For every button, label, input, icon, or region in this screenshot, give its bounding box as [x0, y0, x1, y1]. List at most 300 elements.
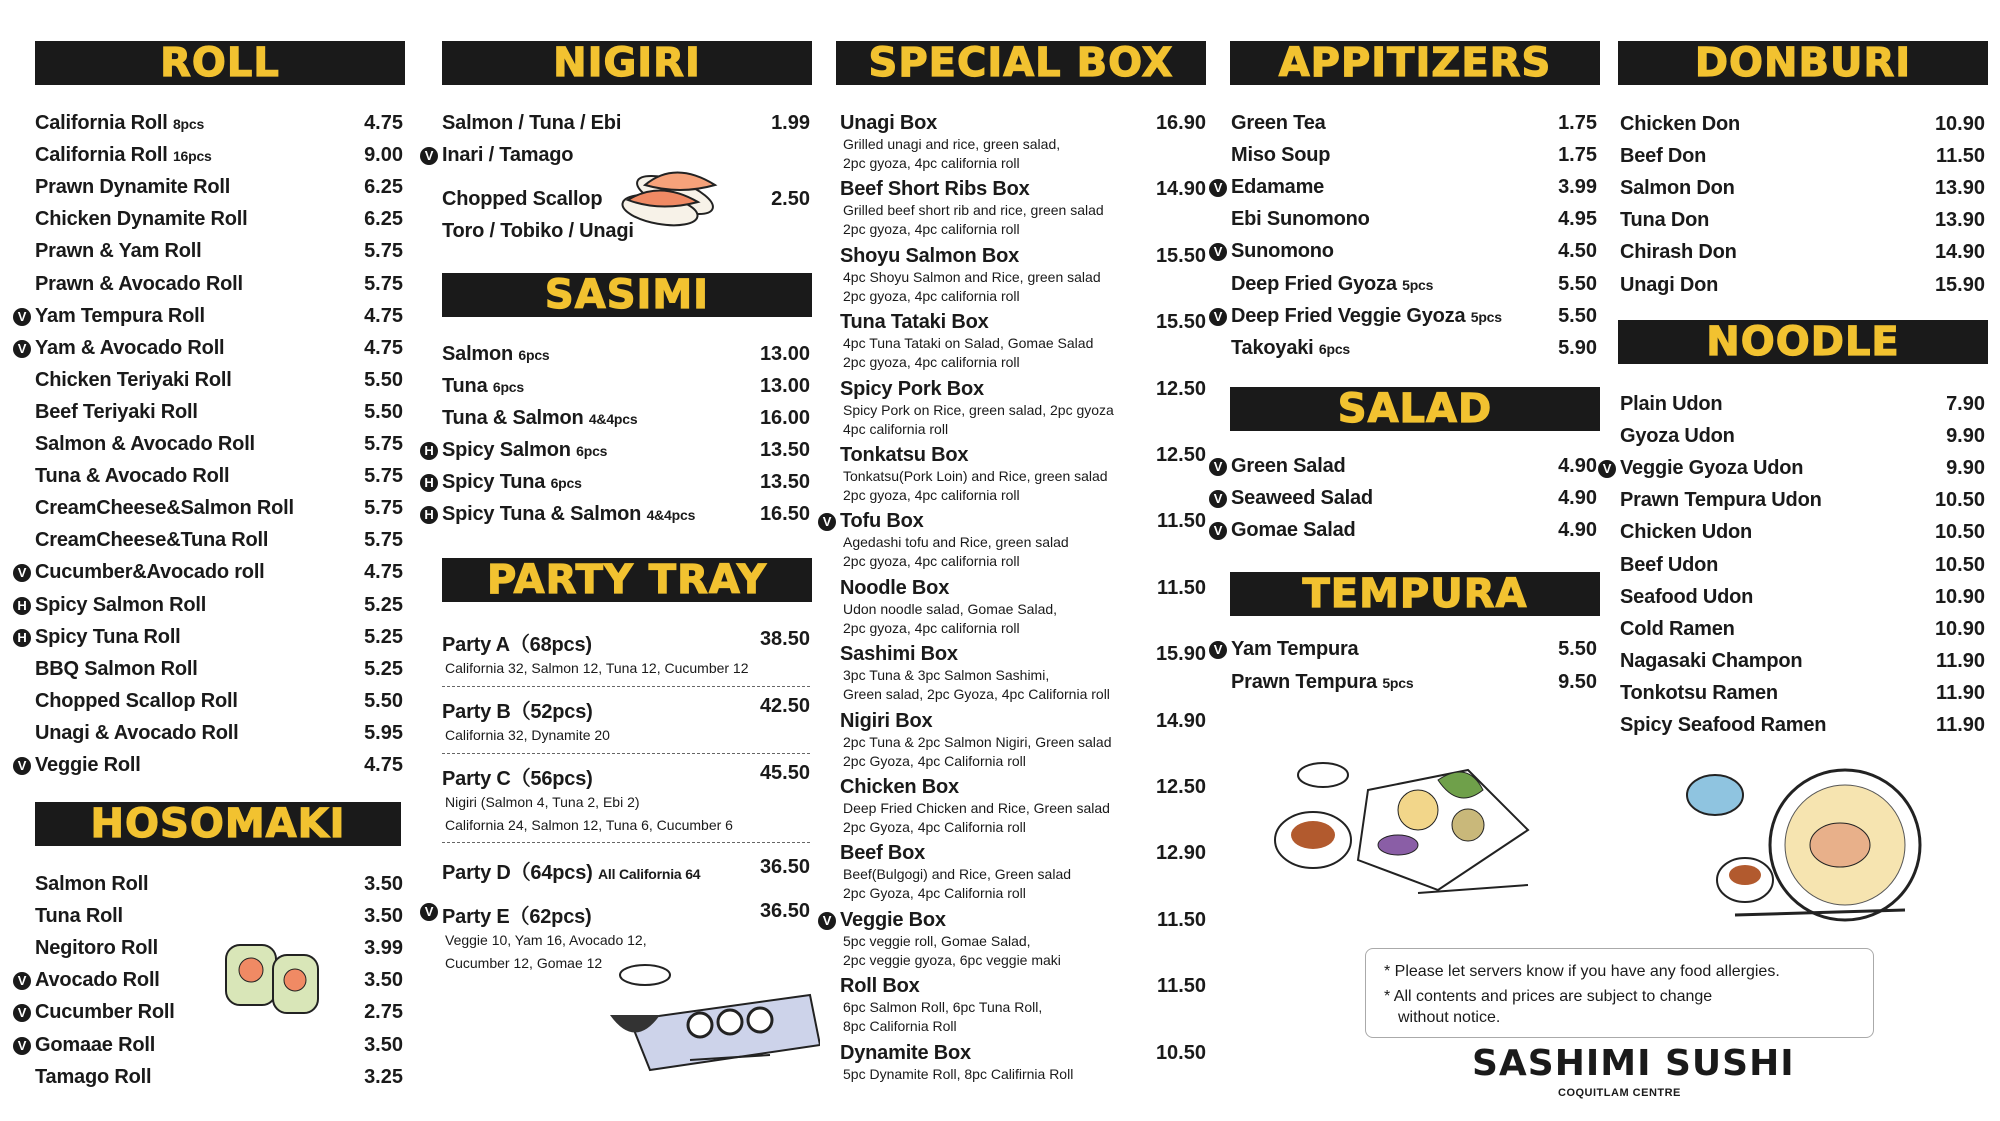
vegetarian-icon: V: [818, 912, 836, 930]
item-name-text: Roll Box: [840, 975, 920, 998]
special-box-item: [840, 378, 1206, 439]
spicy-icon: H: [420, 474, 438, 492]
item-price: 6.25: [364, 176, 403, 199]
item-name-text: Yam & Avocado Roll: [35, 336, 225, 359]
item-pcs: 4&4pcs: [646, 507, 696, 523]
item-name: [840, 378, 1206, 401]
item-name-text: Prawn & Avocado Roll: [35, 272, 243, 295]
item-name-text: Spicy Tuna: [442, 471, 546, 493]
item-price: 15.50: [1155, 244, 1206, 267]
item-name: [840, 1042, 1206, 1065]
item-price: 4.90: [1558, 487, 1597, 509]
menu-item: [17, 336, 403, 367]
menu-item: [35, 497, 403, 527]
item-price: 4.75: [364, 304, 403, 327]
item-description: Green salad, 2pc Gyoza, 4pc California roll: [843, 686, 1110, 703]
item-name: [35, 465, 229, 488]
item-pcs: 8pcs: [172, 116, 205, 132]
item-name: [17, 336, 225, 360]
item-pcs: 4&4pcs: [588, 411, 638, 427]
item-description: 3pc Tuna & 3pc Salmon Sashimi,: [843, 667, 1050, 684]
item-name: [840, 842, 1206, 865]
item-price: 13.90: [1934, 209, 1985, 232]
menu-item: [1213, 487, 1597, 517]
item-name-text: Sashimi Box: [840, 643, 958, 666]
item-name-text: Gomae Salad: [1231, 519, 1356, 541]
item-name-text: Unagi Don: [1620, 273, 1719, 296]
menu-item: [35, 240, 403, 270]
item-price: 7.90: [1946, 393, 1985, 415]
item-name-text: Tofu Box: [840, 510, 924, 533]
vegetarian-icon: V: [13, 564, 31, 582]
item-name-text: Party A（68pcs): [442, 634, 592, 656]
item-price: 11.50: [1157, 908, 1206, 931]
item-pcs: 6pcs: [492, 379, 524, 395]
item-name: [424, 503, 696, 526]
item-name: [1620, 145, 1706, 168]
special-box-item: [840, 842, 1206, 903]
vegetarian-icon: V: [13, 340, 31, 358]
item-name-text: Tonkatsu Box: [840, 444, 969, 466]
item-pcs: 6pcs: [550, 475, 582, 491]
vegetarian-icon: V: [1209, 641, 1227, 659]
vegetarian-icon: V: [1209, 243, 1227, 261]
item-name-text: Tuna: [442, 375, 488, 397]
menu-item: [35, 176, 403, 206]
menu-item: [424, 439, 810, 469]
item-price: 13.90: [1934, 177, 1985, 200]
item-name-text: Dynamite Box: [840, 1041, 971, 1064]
item-name-text: Party B（52pcs): [442, 701, 593, 723]
item-price: 5.90: [1558, 336, 1597, 359]
vegetarian-icon: V: [13, 972, 31, 990]
item-name-text: Chicken Don: [1620, 113, 1741, 135]
vegetarian-icon: V: [1209, 490, 1227, 508]
donburi-header: DONBURI: [1618, 41, 1988, 85]
menu-item: [1620, 714, 1985, 744]
item-price: 9.90: [1946, 457, 1985, 480]
item-price: 10.50: [1155, 1041, 1206, 1064]
item-description: 8pc California Roll: [843, 1018, 957, 1035]
item-name-text: Tuna Don: [1620, 209, 1710, 232]
item-price: 14.90: [1155, 709, 1206, 732]
vegetarian-icon: V: [13, 308, 31, 326]
item-name: [17, 625, 181, 649]
item-name-text: Tuna & Salmon: [442, 407, 584, 429]
menu-item: [17, 754, 403, 784]
item-price: 12.50: [1155, 776, 1206, 798]
item-description: Nigiri (Salmon 4, Tuna 2, Ebi 2): [445, 794, 640, 810]
item-price: 11.50: [1157, 576, 1206, 599]
party-tray-item: [442, 762, 810, 837]
nigiri-header: NIGIRI: [442, 41, 812, 85]
item-name-text: Green Tea: [1231, 112, 1326, 134]
menu-item: [35, 690, 403, 720]
special-box-item: [840, 975, 1206, 1036]
item-name: [17, 561, 265, 584]
item-description: 2pc Gyoza, 4pc California roll: [843, 885, 1026, 902]
item-name-text: Tuna Tataki Box: [840, 311, 989, 334]
menu-item: [35, 722, 403, 752]
item-name-text: Beef Udon: [1620, 553, 1719, 576]
item-name: [35, 658, 198, 681]
item-name: [1620, 554, 1718, 577]
item-name: [1213, 240, 1334, 263]
item-description: 2pc gyoza, 4pc california roll: [843, 619, 1020, 636]
vegetarian-icon: V: [1209, 522, 1227, 540]
item-name: [35, 497, 294, 520]
item-price: 11.90: [1936, 681, 1985, 704]
item-name: [35, 401, 198, 424]
item-name: [1602, 457, 1804, 480]
item-name: [1213, 487, 1373, 510]
item-name-text: Beef Short Ribs Box: [840, 178, 1030, 201]
item-name: [840, 710, 1206, 733]
menu-item: [35, 208, 403, 238]
special-box-item: [840, 245, 1206, 306]
menu-item: [35, 433, 403, 463]
item-name-text: Chicken Box: [840, 776, 959, 798]
item-name-text: Prawn Tempura Udon: [1620, 489, 1822, 512]
menu-item: [35, 273, 403, 303]
item-name-text: Tuna & Avocado Roll: [35, 465, 230, 488]
item-name: [840, 643, 1206, 666]
item-name-text: Seafood Udon: [1620, 585, 1754, 608]
menu-item: [35, 112, 403, 142]
item-pcs: 6pcs: [1318, 340, 1351, 357]
item-description: Veggie 10, Yam 16, Avocado 12,: [445, 932, 647, 948]
item-name: [1620, 425, 1735, 448]
item-name: [35, 176, 230, 199]
item-name-text: Cucumber Roll: [35, 1001, 175, 1024]
item-name-text: Spicy Seafood Ramen: [1620, 714, 1827, 736]
item-name-text: Chopped Scallop: [442, 188, 603, 210]
item-price: 5.25: [364, 593, 403, 616]
item-name: [1231, 273, 1433, 296]
item-price: 10.50: [1934, 521, 1985, 544]
menu-item: [1231, 208, 1597, 238]
menu-item: [1620, 425, 1985, 455]
item-name-text: Salmon Don: [1620, 177, 1735, 200]
item-price: 13.50: [759, 471, 810, 493]
item-price: 5.75: [364, 497, 403, 520]
item-description: 2pc gyoza, 4pc california roll: [843, 354, 1020, 371]
item-name-text: California Roll: [35, 112, 168, 134]
item-name: [17, 969, 160, 992]
item-price: 4.75: [364, 754, 403, 776]
allergy-note: * Please let servers know if you have any food allergies.: [1384, 963, 1780, 980]
item-price: 4.90: [1558, 455, 1597, 477]
item-name: [1213, 519, 1356, 542]
item-name-text: Yam Tempura Roll: [35, 304, 205, 327]
special-box-header: SPECIAL BOX: [836, 41, 1206, 85]
vegetarian-icon: V: [818, 513, 836, 531]
item-name-text: Noodle Box: [840, 576, 950, 599]
item-price: 5.50: [1558, 304, 1597, 327]
special-box-item: [822, 908, 1206, 970]
item-name-text: Veggie Gyoza Udon: [1620, 457, 1804, 480]
menu-item: [1213, 304, 1597, 335]
item-name: [840, 577, 1206, 600]
item-price: 5.75: [364, 240, 403, 263]
menu-item: [35, 401, 403, 431]
party-tray-item: [442, 695, 810, 747]
item-name-text: Spicy Salmon Roll: [35, 593, 207, 616]
item-price: 10.50: [1934, 489, 1985, 512]
nigiri-illustration: [620, 140, 730, 240]
menu-item: [35, 529, 403, 559]
item-price: 5.50: [1558, 638, 1597, 660]
brand-name: SASHIMI SUSHI: [1472, 1043, 1795, 1084]
item-price: 16.90: [1155, 112, 1206, 134]
item-description: 5pc Dynamite Roll, 8pc Califirnia Roll: [843, 1065, 1074, 1082]
item-price: 3.50: [364, 1033, 403, 1056]
vegetarian-icon: V: [420, 903, 438, 921]
item-name-text: Plain Udon: [1620, 393, 1723, 415]
menu-item: [1620, 241, 1985, 271]
party-tray-item: [442, 628, 810, 680]
item-name-text: Chopped Scallop Roll: [35, 689, 238, 712]
item-name: [1620, 177, 1735, 200]
vegetarian-icon: V: [1209, 458, 1227, 476]
item-name-text: Beef Teriyaki Roll: [35, 400, 198, 423]
item-name: [822, 510, 1206, 533]
party-tray-item: [442, 856, 810, 885]
item-name-text: California Roll: [35, 144, 168, 167]
item-name-text: Nigiri Box: [840, 709, 933, 732]
item-price: 5.95: [364, 721, 403, 744]
item-name: [35, 873, 148, 896]
item-description: California 24, Salmon 12, Tuna 6, Cucumber 6: [445, 817, 733, 833]
item-description: Cucumber 12, Gomae 12: [445, 955, 603, 971]
vegetarian-icon: V: [1209, 179, 1227, 197]
menu-item: [35, 465, 403, 495]
notes-box: [1365, 948, 1874, 1038]
item-name-text: Chicken Udon: [1620, 521, 1753, 544]
item-price: 9.50: [1558, 671, 1597, 693]
special-box-item: [840, 710, 1206, 771]
item-pcs: 16pcs: [172, 148, 212, 165]
item-name-text: Chicken Dynamite Roll: [35, 208, 248, 231]
item-name-text: Spicy Tuna Roll: [35, 625, 181, 648]
item-description: Udon noodle salad, Gomae Salad,: [843, 600, 1058, 617]
menu-item: [442, 112, 810, 142]
item-name-text: Tonkotsu Ramen: [1620, 681, 1778, 704]
menu-item: [1620, 554, 1985, 584]
item-description: 2pc Gyoza, 4pc California roll: [843, 752, 1026, 769]
item-price: 14.90: [1934, 241, 1985, 264]
item-price: 9.00: [364, 144, 403, 167]
special-box-item: [840, 444, 1206, 505]
vegetarian-icon: V: [13, 757, 31, 775]
item-price: 5.75: [364, 465, 403, 488]
item-name-text: Seaweed Salad: [1231, 487, 1373, 509]
item-name-text: Prawn Dynamite Roll: [35, 176, 231, 199]
menu-item: [1231, 273, 1597, 303]
vegetarian-icon: V: [13, 1037, 31, 1055]
item-description: Spicy Pork on Rice, green salad, 2pc gyoza: [843, 401, 1114, 418]
item-name-text: Beef Don: [1620, 145, 1707, 168]
item-price: 5.50: [364, 689, 403, 712]
item-name-text: Unagi Box: [840, 112, 938, 134]
spicy-icon: H: [13, 629, 31, 647]
item-price: 3.25: [364, 1065, 403, 1088]
item-name: [35, 369, 232, 392]
item-name-text: Spicy Tuna & Salmon: [442, 503, 642, 525]
item-name: [442, 762, 810, 791]
item-description: 6pc Salmon Roll, 6pc Tuna Roll,: [843, 999, 1043, 1016]
item-name: [1620, 682, 1778, 705]
menu-item: [17, 561, 403, 591]
item-price: 5.50: [1558, 272, 1597, 295]
item-name: [1231, 112, 1326, 135]
item-name: [840, 975, 1206, 998]
menu-item: [17, 1033, 403, 1064]
item-pcs: 5pcs: [1470, 308, 1502, 325]
item-name-text: Avocado Roll: [35, 969, 160, 992]
item-name: [1620, 521, 1752, 544]
item-description: Beef(Bulgogi) and Rice, Green salad: [843, 866, 1072, 883]
vegetarian-icon: V: [13, 1004, 31, 1022]
tempura-illustration: [1268, 730, 1558, 900]
menu-item: [1231, 337, 1597, 367]
item-name: [442, 628, 810, 657]
item-price: 5.75: [364, 272, 403, 295]
item-name: [442, 375, 524, 398]
item-price: 3.50: [364, 905, 403, 928]
item-name-text: Veggie Roll: [35, 754, 141, 776]
item-name: [840, 311, 1206, 334]
item-name-text: Chicken Teriyaki Roll: [35, 368, 232, 391]
special-box-item: [840, 311, 1206, 372]
item-name-text: Sunomono: [1231, 240, 1334, 263]
item-price: 13.50: [759, 439, 810, 461]
item-price: 9.90: [1946, 425, 1985, 448]
item-name-text: Toro / Tobiko / Unagi: [442, 220, 634, 242]
menu-item: [1213, 638, 1597, 668]
item-name-text: Party E（62pcs): [442, 906, 592, 928]
item-name: [1620, 209, 1709, 232]
item-name: [17, 304, 205, 328]
salad-header: SALAD: [1230, 387, 1600, 431]
vegetarian-icon: V: [420, 147, 438, 165]
item-name: [35, 240, 202, 263]
item-price: 1.75: [1558, 144, 1597, 167]
item-price: 38.50: [759, 628, 810, 650]
menu-item: [424, 471, 810, 501]
item-price: 10.90: [1934, 113, 1985, 135]
item-name: [1231, 208, 1370, 231]
item-price: 4.75: [364, 561, 403, 584]
item-price: 12.50: [1155, 377, 1206, 400]
item-price: 42.50: [759, 695, 810, 717]
special-box-item: [840, 112, 1206, 173]
item-name-text: Chirash Don: [1620, 241, 1737, 264]
item-name-text: Unagi & Avocado Roll: [35, 721, 239, 744]
item-description: California 32, Salmon 12, Tuna 12, Cucumber 12: [445, 660, 749, 676]
vegetarian-icon: V: [1598, 460, 1616, 478]
special-box-item: [822, 510, 1206, 571]
item-name: [35, 112, 204, 135]
item-price: 3.50: [364, 969, 403, 992]
brand-location: COQUITLAM CENTRE: [1558, 1087, 1681, 1099]
item-description: California 32, Dynamite 20: [445, 727, 610, 743]
item-price: 10.90: [1934, 617, 1985, 640]
menu-item: [1213, 455, 1597, 485]
item-description: 2pc gyoza, 4pc california roll: [843, 487, 1020, 503]
special-box-item: [840, 643, 1206, 704]
item-price: 5.25: [364, 657, 403, 680]
menu-item: [1620, 113, 1985, 143]
menu-item: [17, 304, 403, 335]
item-price: 3.99: [1558, 176, 1597, 199]
item-name-text: Prawn & Yam Roll: [35, 240, 202, 263]
hosomaki-illustration: [218, 930, 328, 1025]
item-name-text: Negitoro Roll: [35, 937, 158, 960]
menu-item: [1620, 393, 1985, 423]
menu-item: [1231, 671, 1597, 701]
menu-item: [35, 873, 403, 903]
item-description: 2pc gyoza, 4pc california roll: [843, 553, 1020, 570]
vegetarian-icon: V: [1209, 308, 1227, 326]
menu-item: [1620, 145, 1985, 175]
item-price: 15.90: [1155, 643, 1206, 666]
item-pcs: 6pcs: [518, 347, 550, 363]
item-name: [35, 273, 243, 296]
menu-item: [442, 375, 810, 405]
menu-item: [35, 369, 403, 399]
item-price: 5.25: [364, 625, 403, 648]
price-change-note: * All contents and prices are subject to change: [1384, 988, 1713, 1005]
item-name: [1620, 618, 1735, 641]
item-name-text: Ebi Sunomono: [1231, 208, 1370, 231]
item-pcs: 6pcs: [576, 443, 608, 459]
item-name: [424, 471, 582, 494]
party-tray-illustration: [590, 950, 820, 1080]
item-name-text: CreamCheese&Salmon Roll: [35, 497, 294, 520]
item-name: [35, 937, 158, 960]
item-name-text: Cucumber&Avocado roll: [35, 561, 265, 584]
item-name-text: Inari / Tamago: [442, 144, 574, 166]
item-name: [822, 908, 1206, 932]
item-note: All California 64: [597, 866, 701, 882]
roll-header: ROLL: [35, 41, 405, 85]
item-price: 16.50: [759, 503, 810, 525]
item-name: [442, 343, 550, 366]
item-price: 3.50: [364, 873, 403, 895]
menu-item: [17, 593, 403, 624]
item-name: [442, 695, 810, 724]
item-description: 2pc gyoza, 4pc california roll: [843, 287, 1020, 304]
item-name-text: Gyoza Udon: [1620, 425, 1735, 448]
item-name: [35, 529, 268, 552]
item-description: Tonkatsu(Pork Loin) and Rice, green salad: [843, 468, 1108, 484]
item-price: 36.50: [759, 856, 810, 878]
item-name: [1213, 304, 1502, 328]
item-name-text: Tamago Roll: [35, 1065, 152, 1088]
special-box-item: [840, 1042, 1206, 1084]
item-price: 6.25: [364, 208, 403, 231]
item-name-text: Miso Soup: [1231, 144, 1331, 167]
menu-item: [35, 1066, 403, 1096]
item-name: [35, 208, 248, 231]
menu-item: [1231, 144, 1597, 174]
menu-item: [1620, 618, 1985, 648]
item-price: 4.75: [364, 112, 403, 134]
party-tray-header: PARTY TRAY: [442, 558, 812, 602]
item-description: 2pc Tuna & 2pc Salmon Nigiri, Green salad: [843, 733, 1112, 750]
item-name: [35, 1066, 151, 1089]
